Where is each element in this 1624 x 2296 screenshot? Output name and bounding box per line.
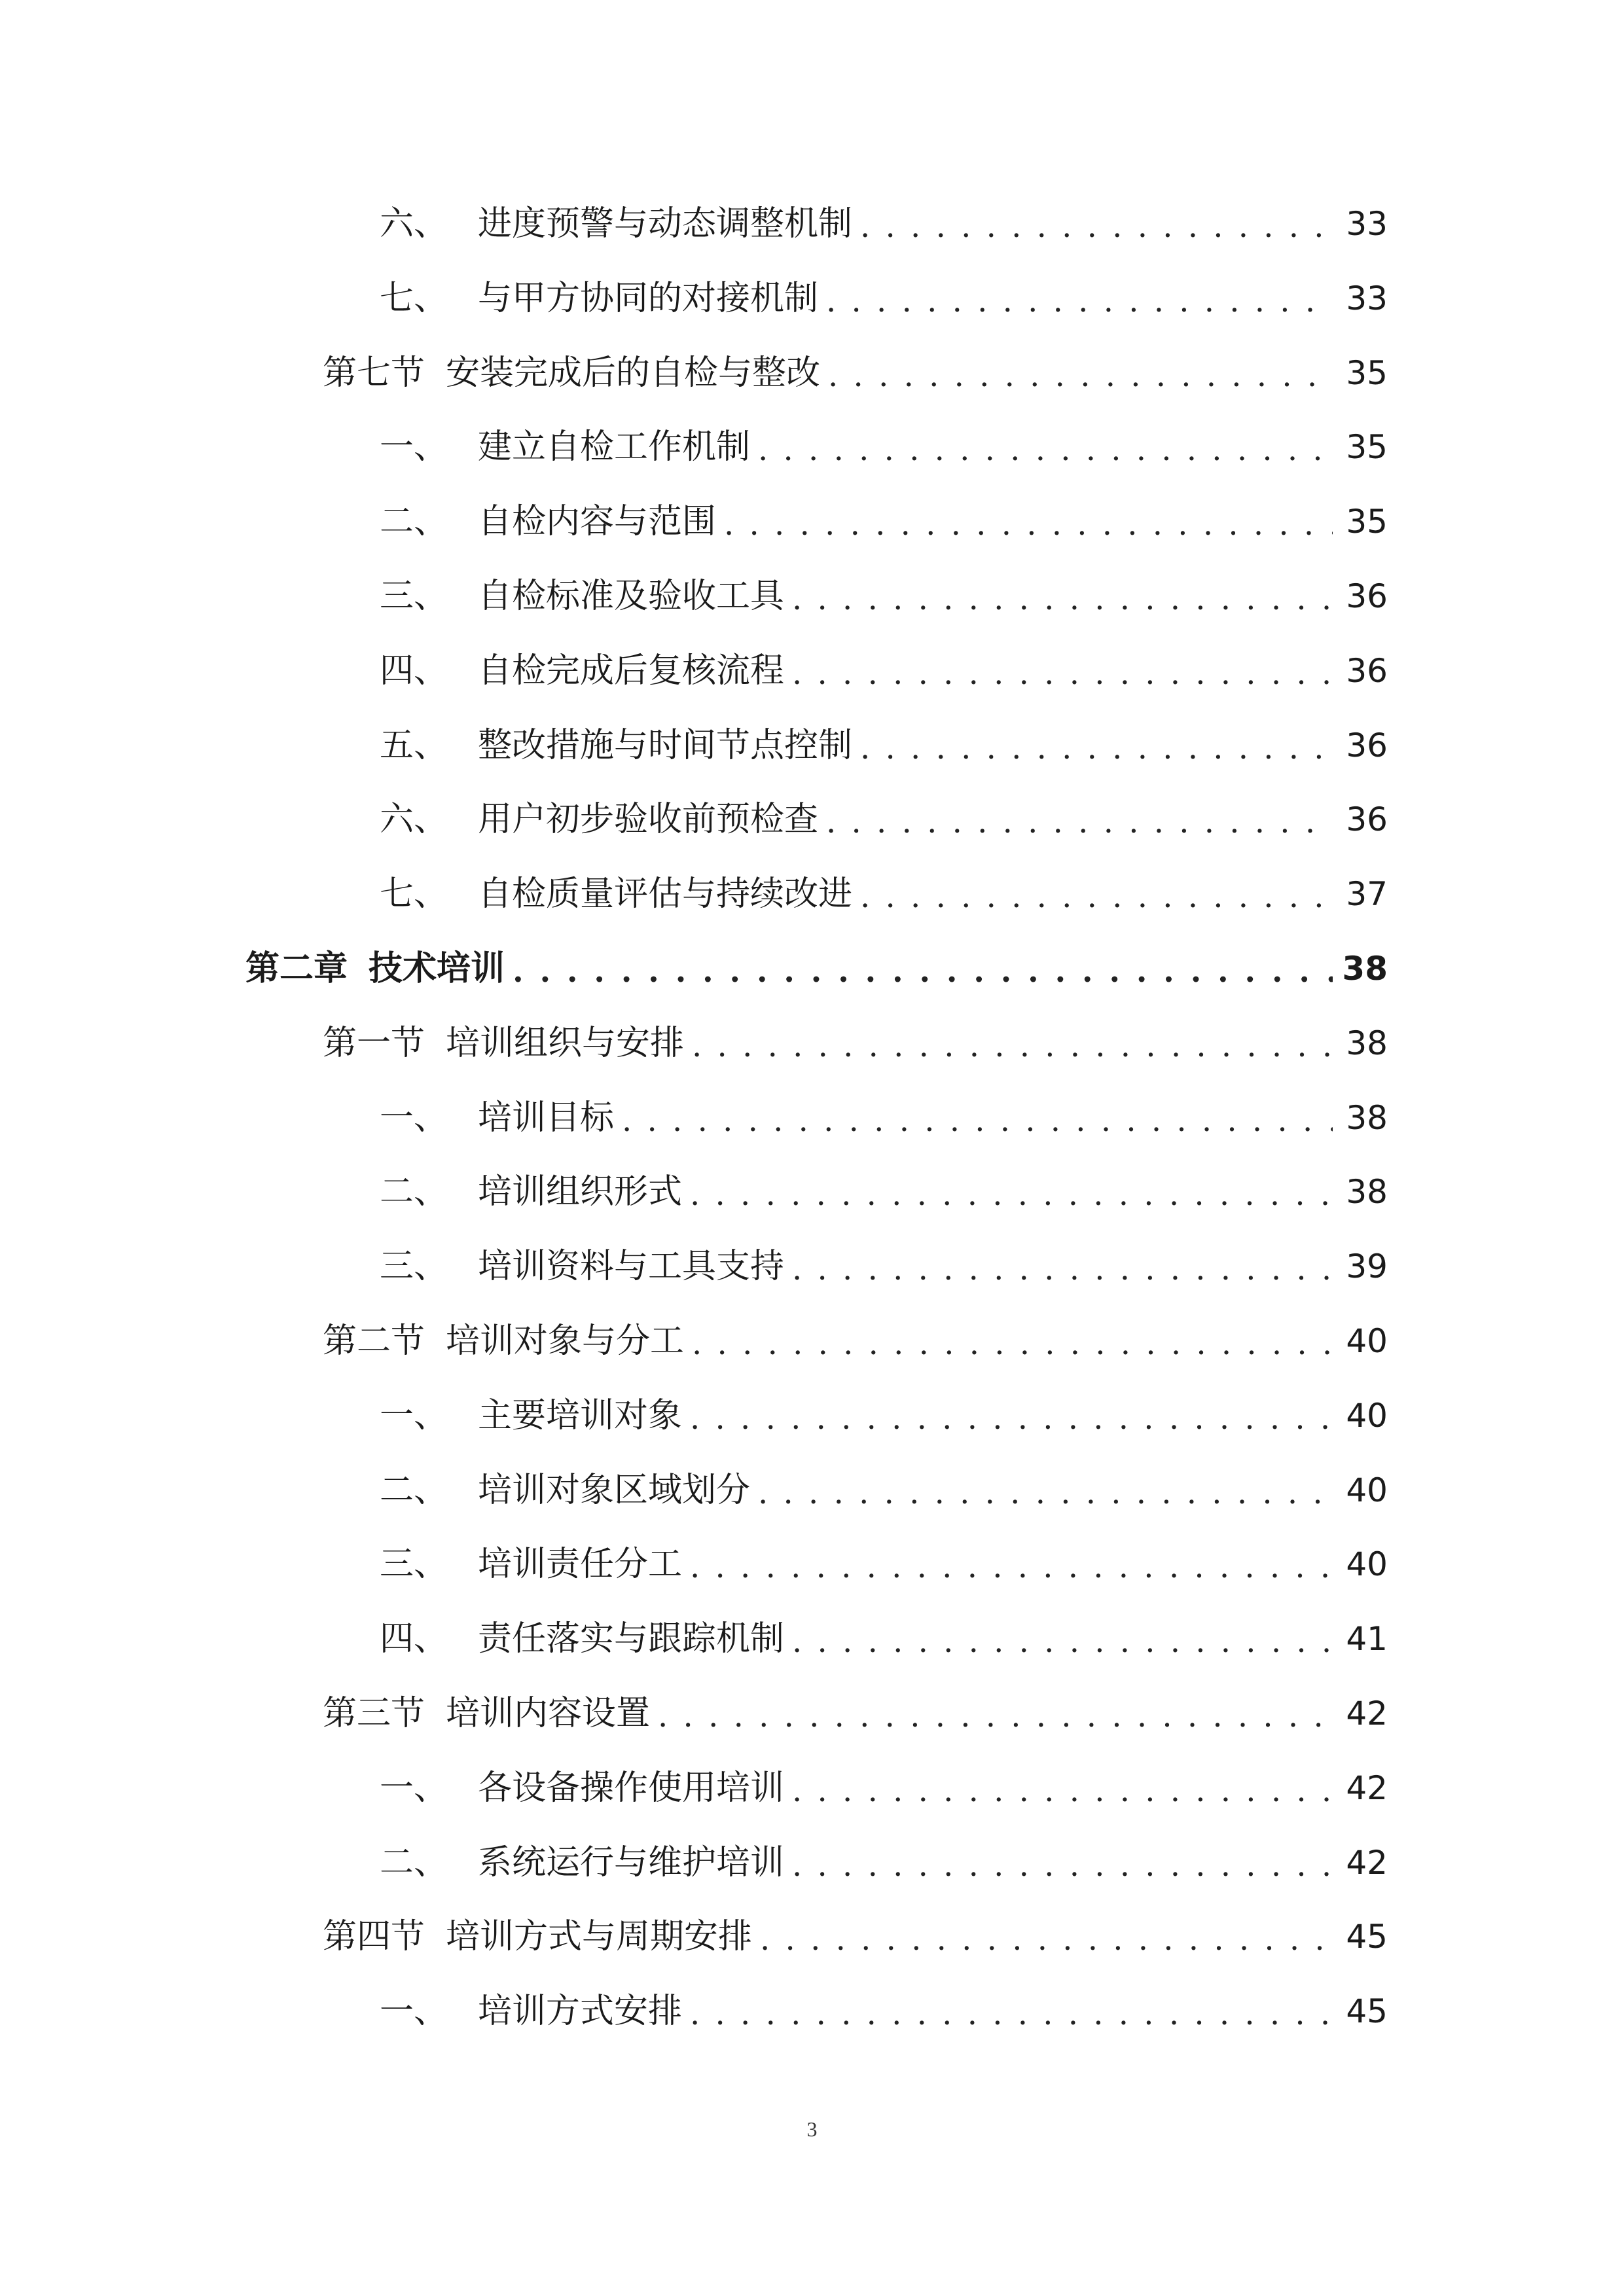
toc-entry-title: 建立自检工作机制 <box>478 427 751 467</box>
toc-entry-title: 培训方式与周期安排 <box>446 1917 753 1956</box>
dot-leader <box>758 434 1333 465</box>
toc-entry-number: 三、 <box>380 1247 448 1286</box>
dot-leader <box>692 1328 1333 1359</box>
toc-entry-section[interactable] <box>323 1011 1388 1076</box>
toc-entry-title: 培训内容设置 <box>446 1694 651 1733</box>
toc-entry-item[interactable] <box>380 1755 1388 1821</box>
toc-entry-item[interactable] <box>380 861 1388 927</box>
toc-entry-number: 一、 <box>380 1768 448 1808</box>
dot-leader <box>690 1551 1333 1583</box>
toc-entry-title: 进度预警与动态调整机制 <box>478 204 853 243</box>
dot-leader <box>826 806 1333 838</box>
toc-entry-item[interactable] <box>380 638 1388 704</box>
toc-entry-item[interactable] <box>380 489 1388 554</box>
toc-entry-page: 39 <box>1346 1247 1388 1285</box>
dot-leader <box>860 211 1333 242</box>
dot-leader <box>622 1105 1333 1136</box>
toc-entry-number: 五、 <box>380 726 448 765</box>
toc-entry-page: 40 <box>1346 1397 1388 1435</box>
toc-entry-item[interactable] <box>380 1159 1388 1225</box>
dot-leader <box>690 1403 1333 1434</box>
toc-entry-title: 与甲方协同的对接机制 <box>478 279 819 318</box>
dot-leader <box>792 583 1333 615</box>
toc-entry-title: 用户初步验收前预检查 <box>478 800 819 839</box>
toc-entry-title: 系统运行与维护培训 <box>478 1843 785 1882</box>
toc-entry-number: 第三节 <box>323 1694 425 1733</box>
toc-entry-item[interactable] <box>380 1458 1388 1523</box>
toc-entry-page: 36 <box>1346 652 1388 690</box>
toc-entry-page: 38 <box>1346 1173 1388 1211</box>
toc-entry-page: 36 <box>1346 577 1388 615</box>
toc-entry-page: 38 <box>1346 1024 1388 1062</box>
toc-entry-page: 40 <box>1346 1471 1388 1509</box>
dot-leader <box>658 1700 1333 1732</box>
toc-entry-section[interactable] <box>323 340 1388 406</box>
toc-entry-page: 33 <box>1346 279 1388 317</box>
toc-entry-item[interactable] <box>380 787 1388 852</box>
toc-entry-page: 36 <box>1346 800 1388 838</box>
toc-entry-title: 培训目标 <box>478 1098 615 1138</box>
dot-leader <box>760 1924 1333 1955</box>
toc-entry-page: 35 <box>1346 428 1388 466</box>
toc-entry-number: 四、 <box>380 651 448 691</box>
toc-entry-number: 第一节 <box>323 1024 425 1063</box>
dot-leader <box>792 1626 1333 1657</box>
toc-entry-item[interactable] <box>380 713 1388 778</box>
toc-entry-number: 第二节 <box>323 1321 425 1361</box>
toc-entry-page: 38 <box>1346 1099 1388 1137</box>
toc-entry-number: 二、 <box>380 1471 448 1510</box>
toc-entry-number: 第七节 <box>323 353 425 393</box>
toc-entry-page: 33 <box>1346 205 1388 243</box>
toc-entry-title: 责任落实与跟踪机制 <box>478 1619 785 1659</box>
toc-entry-item[interactable] <box>380 1085 1388 1151</box>
toc-entry-number: 三、 <box>380 1545 448 1584</box>
dot-leader <box>860 732 1333 764</box>
toc-entry-item[interactable] <box>380 1532 1388 1597</box>
toc-entry-page: 42 <box>1346 1695 1388 1732</box>
toc-entry-page: 35 <box>1346 354 1388 392</box>
toc-entry-number: 第四节 <box>323 1917 425 1956</box>
toc-entry-title: 培训方式安排 <box>478 1992 683 2031</box>
toc-entry-page: 40 <box>1346 1322 1388 1360</box>
toc-entry-title: 培训责任分工 <box>478 1545 683 1584</box>
toc-entry-title: 自检质量评估与持续改进 <box>478 874 853 914</box>
toc-entry-page: 42 <box>1346 1844 1388 1882</box>
toc-entry-page: 45 <box>1346 1918 1388 1956</box>
toc-entry-number: 二、 <box>380 502 448 541</box>
dot-leader <box>758 1477 1333 1509</box>
dot-leader <box>792 658 1333 689</box>
toc-entry-item[interactable] <box>380 266 1388 331</box>
toc-entry-page: 42 <box>1346 1769 1388 1807</box>
toc-entry-number: 六、 <box>380 800 448 839</box>
toc-entry-item[interactable] <box>380 1606 1388 1672</box>
toc-entry-number: 一、 <box>380 1098 448 1138</box>
toc-entry-title: 培训资料与工具支持 <box>478 1247 785 1286</box>
toc-entry-section[interactable] <box>323 1308 1388 1374</box>
dot-leader <box>690 1998 1333 2030</box>
toc-entry-item[interactable] <box>380 414 1388 480</box>
dot-leader <box>792 1775 1333 1806</box>
toc-entry-title: 培训组织形式 <box>478 1172 683 1211</box>
toc-entry-number: 六、 <box>380 204 448 243</box>
dot-leader <box>828 360 1333 391</box>
toc-entry-item[interactable] <box>380 564 1388 629</box>
page-number: 3 <box>806 2117 818 2141</box>
toc-entry-number: 二、 <box>380 1172 448 1211</box>
dot-leader <box>860 881 1333 912</box>
dot-leader <box>792 1850 1333 1881</box>
toc-entry-title: 自检完成后复核流程 <box>478 651 785 691</box>
toc-entry-title: 技术培训 <box>369 948 505 988</box>
toc-entry-section[interactable] <box>323 1681 1388 1746</box>
toc-entry-title: 整改措施与时间节点控制 <box>478 726 853 765</box>
toc-entry-title: 各设备操作使用培训 <box>478 1768 785 1808</box>
toc-entry-title: 培训对象与分工 <box>446 1321 685 1361</box>
dot-leader <box>826 285 1333 317</box>
toc-entry-item[interactable] <box>380 1830 1388 1895</box>
toc-entry-page: 37 <box>1346 875 1388 913</box>
toc-entry-page: 41 <box>1346 1620 1388 1658</box>
toc-entry-section[interactable] <box>323 1904 1388 1969</box>
toc-entry-page: 36 <box>1346 726 1388 764</box>
toc-entry-number: 七、 <box>380 874 448 914</box>
dot-leader <box>513 956 1333 987</box>
toc-entry-number: 三、 <box>380 577 448 616</box>
toc-entry-title: 自检内容与范围 <box>478 502 717 541</box>
toc-entry-item[interactable] <box>380 1234 1388 1299</box>
toc-entry-number: 四、 <box>380 1619 448 1659</box>
toc-entry-number: 一、 <box>380 427 448 467</box>
toc-entry-item[interactable] <box>380 1979 1388 2044</box>
dot-leader <box>724 509 1333 540</box>
toc-entry-title: 安装完成后的自检与整改 <box>446 353 821 393</box>
toc-entry-page: 40 <box>1346 1545 1388 1583</box>
dot-leader <box>792 1253 1333 1285</box>
dot-leader <box>692 1030 1333 1062</box>
toc-entry-title: 自检标准及验收工具 <box>478 577 785 616</box>
toc-entry-page: 45 <box>1346 1992 1388 2030</box>
toc-entry-number: 一、 <box>380 1992 448 2031</box>
toc-entry-title: 主要培训对象 <box>478 1396 683 1435</box>
toc-entry-number: 第二章 <box>245 948 348 988</box>
toc-entry-item[interactable] <box>380 1383 1388 1448</box>
dot-leader <box>690 1179 1333 1210</box>
toc-entry-page: 38 <box>1342 950 1388 988</box>
toc-entry-chapter[interactable] <box>245 936 1388 1001</box>
toc-entry-number: 二、 <box>380 1843 448 1882</box>
toc-entry-number: 一、 <box>380 1396 448 1435</box>
toc-entry-item[interactable] <box>380 191 1388 257</box>
toc-entry-page: 35 <box>1346 503 1388 541</box>
toc-entry-title: 培训组织与安排 <box>446 1024 685 1063</box>
toc-entry-title: 培训对象区域划分 <box>478 1471 751 1510</box>
toc-entry-number: 七、 <box>380 279 448 318</box>
